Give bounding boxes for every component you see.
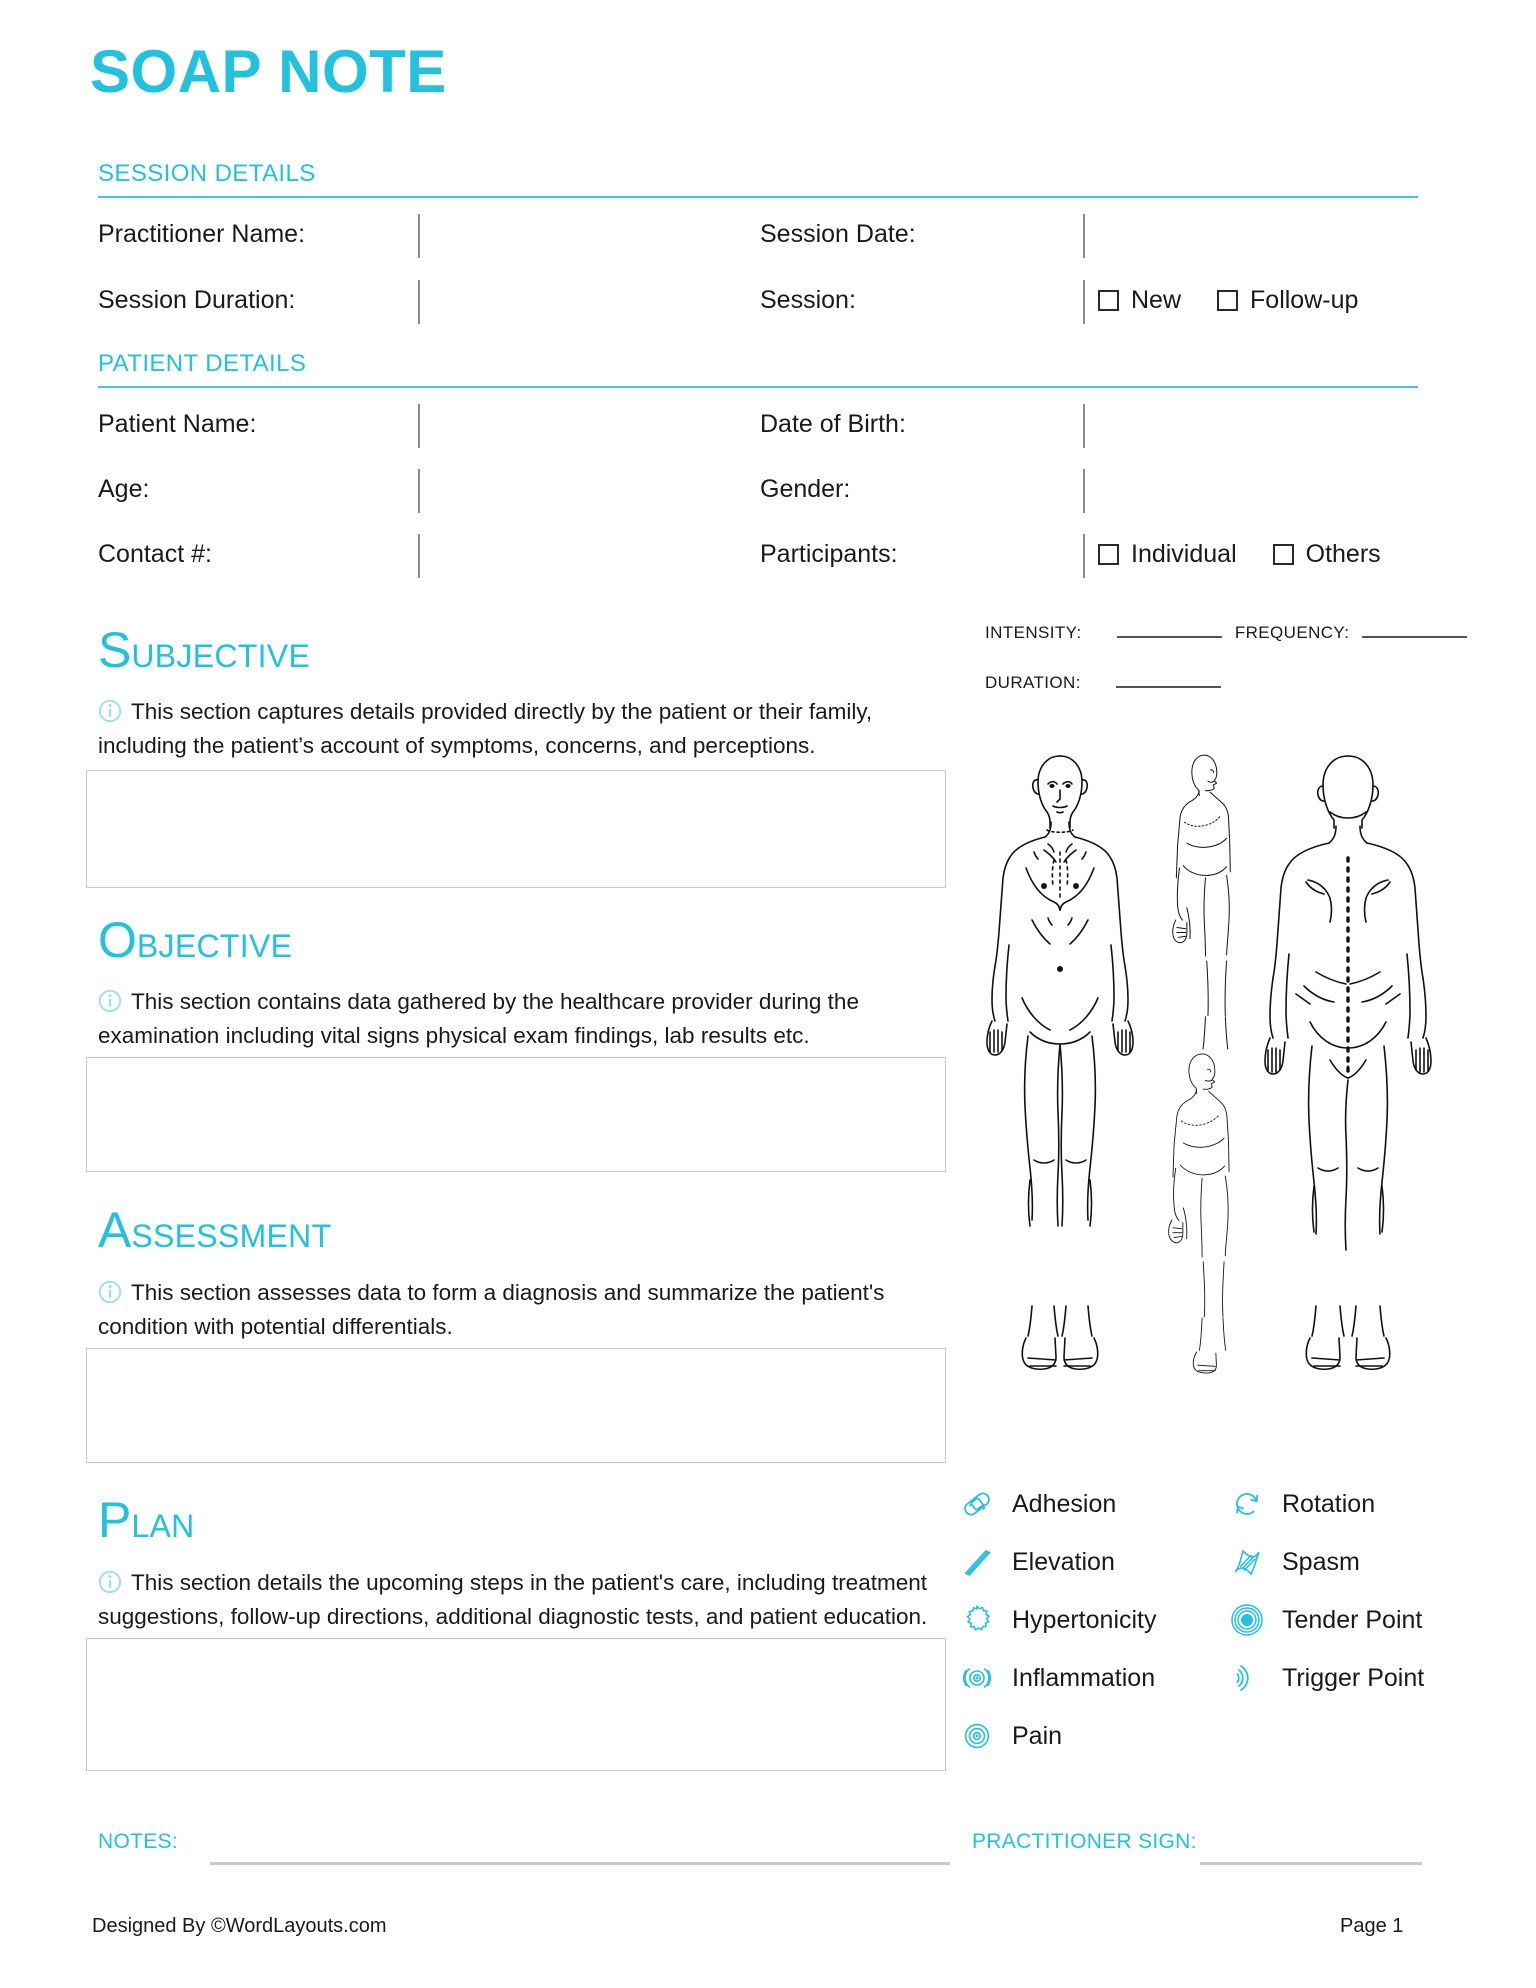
soap-initial-o: O xyxy=(98,912,137,968)
duration-label: DURATION: xyxy=(985,673,1081,692)
duration-input[interactable] xyxy=(1116,672,1221,688)
section-heading-session-details: SESSION DETAILS xyxy=(98,160,316,187)
legend-label-adhesion: Adhesion xyxy=(1012,1489,1117,1518)
field-label-practitioner-name: Practitioner Name: xyxy=(98,220,306,248)
legend-item-pain[interactable] xyxy=(960,1707,1157,1765)
checkbox-participants-others[interactable] xyxy=(1273,540,1381,569)
field-separator-practitioner-name xyxy=(418,214,420,258)
legend-label-inflammation: Inflammation xyxy=(1012,1663,1156,1692)
field-label-gender: Gender: xyxy=(760,475,851,503)
field-label-age: Age: xyxy=(98,475,150,503)
soap-initial-s: S xyxy=(98,622,132,678)
body-side-view-upper xyxy=(1173,755,1231,1049)
checkbox-session-new[interactable] xyxy=(1098,286,1181,315)
checkbox-box-others[interactable] xyxy=(1273,544,1294,565)
footer-notes-line[interactable] xyxy=(210,1862,950,1865)
soap-rest-plan: LAN xyxy=(131,1508,195,1544)
legend-label-pain: Pain xyxy=(1012,1721,1063,1750)
participants-checkbox-group xyxy=(1098,540,1381,569)
soap-heading-plan xyxy=(98,1492,195,1548)
legend-item-spasm[interactable] xyxy=(1230,1533,1424,1591)
field-separator-age xyxy=(418,469,420,513)
field-label-dob: Date of Birth: xyxy=(760,410,906,438)
spasm-icon xyxy=(1230,1545,1264,1579)
field-separator-dob xyxy=(1083,404,1085,448)
soap-initial-a: A xyxy=(98,1202,132,1258)
checkbox-session-followup[interactable] xyxy=(1217,286,1358,315)
soap-rest-objective: BJECTIVE xyxy=(136,928,293,964)
checkbox-label-followup: Follow-up xyxy=(1250,286,1359,314)
section-heading-patient-details: PATIENT DETAILS xyxy=(98,350,307,377)
soap-description-plan xyxy=(98,1568,943,1632)
info-icon xyxy=(98,1280,122,1312)
footer-page-number: Page 1 xyxy=(1340,1915,1404,1937)
page-title: SOAP NOTE xyxy=(90,38,447,105)
soap-description-assessment xyxy=(98,1278,928,1342)
footer-sign-line[interactable] xyxy=(1200,1862,1422,1865)
section-divider-patient xyxy=(98,386,1418,388)
field-separator-session-duration xyxy=(418,280,420,324)
checkbox-label-new: New xyxy=(1131,286,1182,314)
soap-heading-subjective xyxy=(98,622,311,678)
adhesion-icon xyxy=(960,1487,994,1521)
soap-initial-p: P xyxy=(98,1492,132,1548)
legend-item-elevation[interactable] xyxy=(960,1533,1157,1591)
info-icon xyxy=(98,699,122,731)
intensity-input[interactable] xyxy=(1117,622,1222,638)
duration-row xyxy=(985,672,1221,693)
field-label-patient-name: Patient Name: xyxy=(98,410,257,438)
field-label-contact: Contact #: xyxy=(98,540,212,568)
body-back-view xyxy=(1265,756,1431,1369)
soap-rest-assessment: SSESSMENT xyxy=(131,1218,332,1254)
body-chart[interactable] xyxy=(960,740,1440,1410)
footer-label-practitioner-sign: PRACTITIONER SIGN: xyxy=(972,1830,1197,1853)
rotation-icon xyxy=(1230,1487,1264,1521)
field-separator-participants xyxy=(1083,534,1085,578)
legend-column-left xyxy=(960,1475,1157,1765)
soap-heading-assessment xyxy=(98,1202,332,1258)
body-chart-svg[interactable] xyxy=(960,740,1440,1410)
soap-entry-assessment[interactable] xyxy=(86,1348,946,1463)
legend-item-tender-point[interactable] xyxy=(1230,1591,1424,1649)
intensity-frequency-row xyxy=(985,622,1467,643)
body-side-view-lower xyxy=(1169,1054,1229,1373)
hypertonicity-icon xyxy=(960,1603,994,1637)
soap-description-text-assessment: This section assesses data to form a diagnosis and summarize the patient's condition with potential differentials. xyxy=(98,1280,885,1339)
field-separator-session xyxy=(1083,280,1085,324)
field-label-session-date: Session Date: xyxy=(760,220,916,248)
intensity-label: INTENSITY: xyxy=(985,623,1082,642)
legend-label-hypertonicity: Hypertonicity xyxy=(1012,1605,1157,1634)
legend-label-tender-point: Tender Point xyxy=(1282,1605,1423,1634)
field-separator-session-date xyxy=(1083,214,1085,258)
footer-credit: Designed By ©WordLayouts.com xyxy=(92,1915,387,1937)
section-divider-session xyxy=(98,196,1418,198)
info-icon xyxy=(98,1570,122,1602)
soap-description-subjective xyxy=(98,697,928,761)
legend-item-rotation[interactable] xyxy=(1230,1475,1424,1533)
field-label-session-duration: Session Duration: xyxy=(98,286,296,314)
legend-column-right xyxy=(1230,1475,1424,1707)
soap-entry-subjective[interactable] xyxy=(86,770,946,888)
soap-heading-objective xyxy=(98,912,293,968)
legend-label-elevation: Elevation xyxy=(1012,1547,1115,1576)
frequency-label: FREQUENCY: xyxy=(1234,623,1350,642)
checkbox-label-individual: Individual xyxy=(1131,540,1237,568)
legend-item-hypertonicity[interactable] xyxy=(960,1591,1157,1649)
field-separator-patient-name xyxy=(418,404,420,448)
checkbox-box-individual[interactable] xyxy=(1098,544,1119,565)
frequency-input[interactable] xyxy=(1362,622,1467,638)
inflammation-icon xyxy=(960,1661,994,1695)
legend-label-trigger-point: Trigger Point xyxy=(1282,1663,1425,1692)
soap-description-text-subjective: This section captures details provided directly by the patient or their family, including the patient’s account of symptoms, concerns, and perceptions. xyxy=(98,699,873,758)
field-label-participants: Participants: xyxy=(760,540,898,568)
session-type-checkbox-group xyxy=(1098,286,1358,315)
legend-item-inflammation[interactable] xyxy=(960,1649,1157,1707)
field-separator-contact xyxy=(418,534,420,578)
soap-description-text-objective: This section contains data gathered by the healthcare provider during the examination including vital signs physical exam findings, lab results etc. xyxy=(98,989,859,1048)
legend-item-adhesion[interactable] xyxy=(960,1475,1157,1533)
field-separator-gender xyxy=(1083,469,1085,513)
checkbox-box-new[interactable] xyxy=(1098,290,1119,311)
checkbox-participants-individual[interactable] xyxy=(1098,540,1237,569)
field-label-session: Session: xyxy=(760,286,856,314)
checkbox-label-others: Others xyxy=(1305,540,1381,568)
body-front-view xyxy=(987,756,1133,1369)
soap-entry-objective[interactable] xyxy=(86,1057,946,1172)
legend-label-rotation: Rotation xyxy=(1282,1489,1376,1518)
legend-item-trigger-point[interactable] xyxy=(1230,1649,1424,1707)
soap-description-objective xyxy=(98,987,928,1051)
checkbox-box-followup[interactable] xyxy=(1217,290,1238,311)
soap-description-text-plan: This section details the upcoming steps in the patient's care, including treatment suggestions, follow-up directions, additional diagnostic tests, and patient education. xyxy=(98,1570,928,1629)
pain-icon xyxy=(960,1719,994,1753)
tender-point-icon xyxy=(1230,1603,1264,1637)
elevation-icon xyxy=(960,1545,994,1579)
trigger-point-icon xyxy=(1230,1661,1264,1695)
info-icon xyxy=(98,989,122,1021)
footer-label-notes: NOTES: xyxy=(98,1830,178,1853)
soap-rest-subjective: UBJECTIVE xyxy=(131,638,311,674)
legend-label-spasm: Spasm xyxy=(1282,1547,1360,1576)
soap-entry-plan[interactable] xyxy=(86,1638,946,1771)
